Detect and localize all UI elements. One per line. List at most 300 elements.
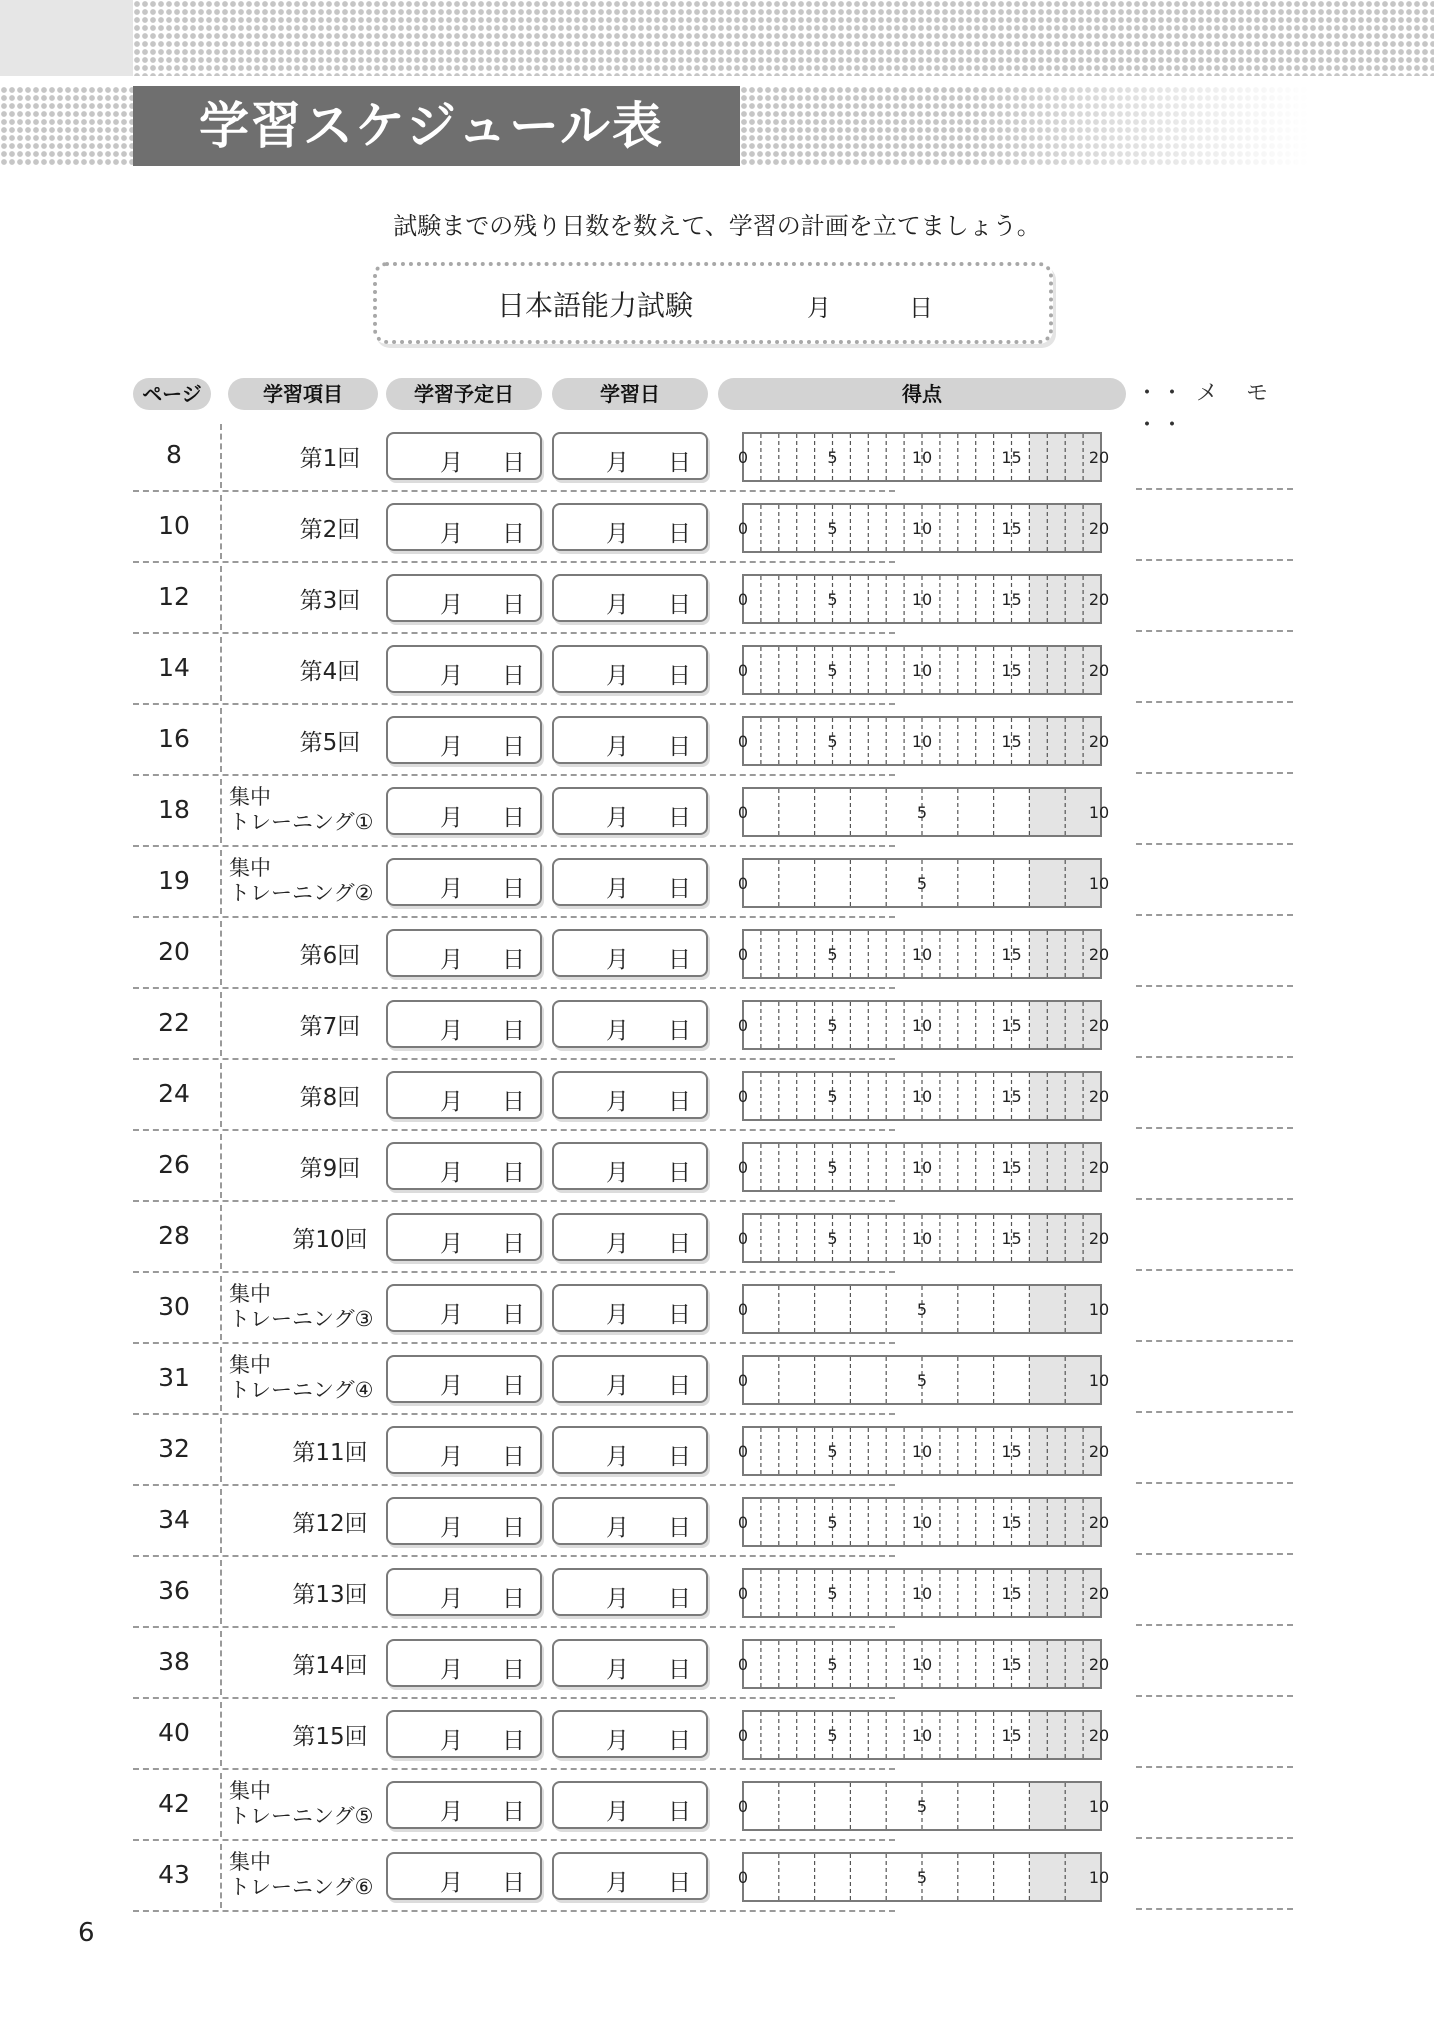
score-tick-label: 0 [737,448,749,467]
column-divider [220,1205,222,1269]
score-scale[interactable] [733,645,1111,695]
memo-line[interactable] [1136,559,1293,561]
score-tick-label: 0 [737,1513,749,1532]
month-label: 月 [606,1089,629,1115]
row-study-item: 第6回 [299,943,361,969]
table-row [133,1773,1293,1844]
row-study-item: 第11回 [292,1440,368,1466]
row-study-item: 第13回 [292,1582,368,1608]
score-tick-label: 10 [1088,874,1110,893]
day-label: 日 [502,1018,525,1044]
day-label: 日 [668,1160,691,1186]
study-date-field[interactable] [552,1852,708,1900]
day-label: 日 [668,1089,691,1115]
row-page-number: 30 [158,1292,190,1321]
month-label: 月 [440,1728,463,1754]
score-tick-label: 0 [737,945,749,964]
header-score: 得点 [718,378,1126,410]
day-label: 日 [668,1586,691,1612]
row-divider [133,987,895,989]
score-tick-label: 20 [1088,1016,1110,1035]
score-tick-label: 10 [911,1016,933,1035]
score-tick-label: 5 [916,874,928,893]
memo-line[interactable] [1136,488,1293,490]
day-label: 日 [668,947,691,973]
month-label: 月 [606,521,629,547]
month-label: 月 [606,1231,629,1257]
table-row [133,1276,1293,1347]
score-tick-label: 5 [916,1371,928,1390]
day-label: 日 [668,805,691,831]
row-study-item: 第7回 [299,1014,361,1040]
column-divider [220,424,222,488]
study-date-field[interactable] [552,1639,708,1687]
score-tick-label: 5 [916,1797,928,1816]
score-tick-label: 5 [916,1300,928,1319]
row-study-item-line1: 集中 [229,1850,271,1874]
planned-date-field[interactable] [386,1213,542,1261]
score-tick-label: 0 [737,1087,749,1106]
score-tick-label: 10 [1088,1868,1110,1887]
table-row [133,495,1293,566]
row-divider [133,703,895,705]
study-date-field[interactable] [552,645,708,693]
row-study-item: 第1回 [299,446,361,472]
memo-line[interactable] [1136,1198,1293,1200]
study-date-field[interactable] [552,929,708,977]
score-scale[interactable] [733,1568,1111,1618]
score-tick-label: 5 [827,1655,838,1674]
score-scale[interactable] [733,503,1111,553]
planned-date-field[interactable] [386,1142,542,1190]
month-label: 月 [440,947,463,973]
score-tick-label: 10 [1088,1300,1110,1319]
column-divider [220,1773,222,1837]
day-label: 日 [502,1444,525,1470]
column-divider [220,1631,222,1695]
day-label: 日 [502,947,525,973]
table-row [133,1702,1293,1773]
score-tick-label: 5 [827,1442,838,1461]
score-tick-label: 0 [737,803,749,822]
score-scale[interactable] [733,1284,1111,1334]
column-divider [220,1489,222,1553]
table-row [133,1063,1293,1134]
study-date-field[interactable] [552,1568,708,1616]
score-tick-label: 5 [827,590,838,609]
month-label: 月 [440,1018,463,1044]
score-tick-label: 15 [1001,1158,1022,1177]
day-label: 日 [502,521,525,547]
row-study-item: 第14回 [292,1653,368,1679]
score-tick-label: 20 [1088,661,1110,680]
row-page-number: 19 [158,866,190,895]
row-page-number: 36 [158,1576,190,1605]
score-tick-label: 15 [1001,732,1022,751]
column-divider [220,637,222,701]
column-divider [220,992,222,1056]
memo-line[interactable] [1136,701,1293,703]
memo-line[interactable] [1136,1340,1293,1342]
score-tick-label: 10 [911,1229,933,1248]
column-divider [220,921,222,985]
memo-line[interactable] [1136,1127,1293,1129]
score-tick-label: 15 [1001,1584,1022,1603]
row-page-number: 32 [158,1434,190,1463]
planned-date-field[interactable] [386,1355,542,1403]
month-label: 月 [440,1160,463,1186]
month-label: 月 [440,1515,463,1541]
day-label: 日 [668,876,691,902]
planned-date-field[interactable] [386,716,542,764]
planned-date-field[interactable] [386,787,542,835]
row-divider [133,1200,895,1202]
score-scale[interactable] [733,787,1111,837]
column-divider [220,1347,222,1411]
memo-line[interactable] [1136,914,1293,916]
month-label: 月 [606,1586,629,1612]
score-tick-label: 20 [1088,590,1110,609]
memo-line[interactable] [1136,843,1293,845]
row-divider [133,1129,895,1131]
score-tick-label: 5 [827,1513,838,1532]
header-study-date: 学習日 [552,378,708,410]
score-scale[interactable] [733,432,1111,482]
study-date-field[interactable] [552,1213,708,1261]
table-row [133,921,1293,992]
row-page-number: 10 [158,511,190,540]
day-label: 日 [668,1444,691,1470]
score-tick-label: 10 [911,1584,933,1603]
score-tick-label: 15 [1001,590,1022,609]
row-page-number: 34 [158,1505,190,1534]
score-tick-label: 0 [737,1584,749,1603]
score-tick-label: 5 [827,1016,838,1035]
column-divider [220,1134,222,1198]
memo-line[interactable] [1136,1482,1293,1484]
score-tick-label: 10 [911,1726,933,1745]
month-label: 月 [606,1728,629,1754]
study-date-field[interactable] [552,503,708,551]
memo-line[interactable] [1136,1624,1293,1626]
planned-date-field[interactable] [386,858,542,906]
memo-line[interactable] [1136,1269,1293,1271]
month-label: 月 [606,1515,629,1541]
table-row [133,1631,1293,1702]
planned-date-field[interactable] [386,1000,542,1048]
row-divider [133,1697,895,1699]
score-tick-label: 0 [737,1726,749,1745]
month-label: 月 [440,805,463,831]
row-divider [133,1768,895,1770]
study-date-field[interactable] [552,1000,708,1048]
month-label: 月 [440,1302,463,1328]
score-scale[interactable] [733,1426,1111,1476]
study-date-field[interactable] [552,1426,708,1474]
score-scale[interactable] [733,1639,1111,1689]
study-date-field[interactable] [552,1781,708,1829]
score-tick-label: 0 [737,1229,749,1248]
column-divider [220,495,222,559]
day-label: 日 [668,521,691,547]
memo-line[interactable] [1136,630,1293,632]
planned-date-field[interactable] [386,1781,542,1829]
score-tick-label: 20 [1088,1158,1110,1177]
page-number: 6 [78,1918,95,1948]
score-tick-label: 10 [911,661,933,680]
memo-line[interactable] [1136,985,1293,987]
day-label: 日 [502,450,525,476]
study-date-field[interactable] [552,1355,708,1403]
row-study-item-line1: 集中 [229,785,271,809]
column-divider [220,1418,222,1482]
score-tick-label: 15 [1001,1655,1022,1674]
month-label: 月 [606,1160,629,1186]
row-page-number: 14 [158,653,190,682]
month-label: 月 [440,1089,463,1115]
month-label: 月 [606,1373,629,1399]
row-page-number: 12 [158,582,190,611]
score-tick-label: 10 [911,519,933,538]
day-label: 日 [668,1728,691,1754]
day-label: 日 [502,592,525,618]
score-scale[interactable] [733,929,1111,979]
planned-date-field[interactable] [386,1568,542,1616]
month-label: 月 [606,1018,629,1044]
planned-date-field[interactable] [386,1497,542,1545]
planned-date-field[interactable] [386,1284,542,1332]
score-scale[interactable] [733,1071,1111,1121]
score-scale[interactable] [733,1781,1111,1831]
table-row [133,708,1293,779]
score-tick-label: 20 [1088,1584,1110,1603]
score-tick-label: 0 [737,1442,749,1461]
study-date-field[interactable] [552,787,708,835]
table-row [133,1489,1293,1560]
day-label: 日 [502,805,525,831]
header-dot-pattern-right [740,86,1310,166]
score-tick-label: 10 [911,945,933,964]
score-tick-label: 10 [911,1655,933,1674]
month-label: 月 [440,1870,463,1896]
row-divider [133,1626,895,1628]
planned-date-field[interactable] [386,503,542,551]
row-divider [133,774,895,776]
month-label: 月 [606,450,629,476]
month-label: 月 [606,805,629,831]
header-corner [0,0,133,76]
score-scale[interactable] [733,716,1111,766]
score-scale[interactable] [733,1710,1111,1760]
table-row [133,850,1293,921]
day-label: 日 [668,450,691,476]
header-page: ページ [133,378,211,410]
score-tick-label: 0 [737,732,749,751]
planned-date-field[interactable] [386,432,542,480]
day-label: 日 [668,1870,691,1896]
study-date-field[interactable] [552,1142,708,1190]
row-page-number: 31 [158,1363,190,1392]
column-divider [220,1844,222,1908]
score-scale[interactable] [733,1000,1111,1050]
memo-line[interactable] [1136,1553,1293,1555]
score-scale[interactable] [733,1355,1111,1405]
memo-line[interactable] [1136,1766,1293,1768]
score-tick-label: 0 [737,1016,749,1035]
column-divider [220,1560,222,1624]
planned-date-field[interactable] [386,1426,542,1474]
day-label: 日 [668,592,691,618]
study-date-field[interactable] [552,574,708,622]
score-tick-label: 5 [916,803,928,822]
month-label: 月 [606,1870,629,1896]
memo-line[interactable] [1136,772,1293,774]
row-page-number: 28 [158,1221,190,1250]
day-label: 日 [502,1870,525,1896]
score-tick-label: 20 [1088,1726,1110,1745]
score-tick-label: 15 [1001,1442,1022,1461]
month-label: 月 [606,1657,629,1683]
row-divider [133,561,895,563]
memo-line[interactable] [1136,1695,1293,1697]
memo-line[interactable] [1136,1837,1293,1839]
row-divider [133,632,895,634]
table-row [133,1844,1293,1915]
study-date-field[interactable] [552,1284,708,1332]
row-page-number: 40 [158,1718,190,1747]
header-dot-pattern-left [0,86,133,166]
score-scale[interactable] [733,1497,1111,1547]
score-tick-label: 0 [737,590,749,609]
column-divider [220,566,222,630]
score-tick-label: 0 [737,1371,749,1390]
score-tick-label: 10 [911,1158,933,1177]
month-label: 月 [606,592,629,618]
page-title: 学習スケジュール表 [133,86,740,166]
score-tick-label: 20 [1088,945,1110,964]
score-tick-label: 5 [827,945,838,964]
score-scale[interactable] [733,1852,1111,1902]
score-tick-label: 5 [827,1726,838,1745]
table-row [133,566,1293,637]
score-tick-label: 10 [1088,1797,1110,1816]
score-tick-label: 10 [1088,803,1110,822]
day-label: 日 [668,1231,691,1257]
study-date-field[interactable] [552,432,708,480]
exam-date-box [373,262,1053,344]
header-memo: ・・ メ モ ・・ [1136,381,1271,438]
score-scale[interactable] [733,858,1111,908]
row-divider [133,845,895,847]
score-tick-label: 15 [1001,1016,1022,1035]
table-row [133,1347,1293,1418]
day-label: 日 [502,1728,525,1754]
row-page-number: 24 [158,1079,190,1108]
planned-date-field[interactable] [386,1710,542,1758]
score-tick-label: 15 [1001,1726,1022,1745]
score-tick-label: 0 [737,874,749,893]
study-date-field[interactable] [552,1071,708,1119]
instruction-text: 試験までの残り日数を数えて、学習の計画を立てましょう。 [393,212,1041,240]
row-study-item-line1: 集中 [229,856,271,880]
row-page-number: 43 [158,1860,190,1889]
table-row [133,1134,1293,1205]
memo-line[interactable] [1136,1411,1293,1413]
study-date-field[interactable] [552,716,708,764]
row-page-number: 8 [166,440,182,469]
header-dot-pattern [133,0,1434,76]
score-tick-label: 20 [1088,1513,1110,1532]
score-tick-label: 15 [1001,448,1022,467]
planned-date-field[interactable] [386,1071,542,1119]
day-label: 日 [502,876,525,902]
planned-date-field[interactable] [386,1852,542,1900]
row-study-item-line1: 集中 [229,1779,271,1803]
row-study-item-line2: トレーニング① [229,810,374,834]
day-label: 日 [502,1160,525,1186]
score-tick-label: 15 [1001,519,1022,538]
score-scale[interactable] [733,1213,1111,1263]
planned-date-field[interactable] [386,645,542,693]
score-scale[interactable] [733,574,1111,624]
score-tick-label: 0 [737,1655,749,1674]
row-study-item: 第8回 [299,1085,361,1111]
column-divider [220,1702,222,1766]
day-label: 日 [502,1373,525,1399]
planned-date-field[interactable] [386,574,542,622]
month-label: 月 [440,1231,463,1257]
memo-line[interactable] [1136,1908,1293,1910]
column-divider [220,1276,222,1340]
table-row [133,779,1293,850]
table-row [133,1560,1293,1631]
row-page-number: 38 [158,1647,190,1676]
row-page-number: 26 [158,1150,190,1179]
row-divider [133,1839,895,1841]
table-row [133,1418,1293,1489]
planned-date-field[interactable] [386,1639,542,1687]
score-tick-label: 5 [827,1087,838,1106]
row-page-number: 16 [158,724,190,753]
table-row [133,1205,1293,1276]
score-tick-label: 20 [1088,732,1110,751]
day-label: 日 [502,1089,525,1115]
row-divider [133,1271,895,1273]
memo-line[interactable] [1136,1056,1293,1058]
month-label: 月 [440,876,463,902]
score-tick-label: 20 [1088,1442,1110,1461]
score-tick-label: 20 [1088,1229,1110,1248]
study-date-field[interactable] [552,1497,708,1545]
planned-date-field[interactable] [386,929,542,977]
month-label: 月 [606,1302,629,1328]
study-date-field[interactable] [552,858,708,906]
score-tick-label: 5 [827,448,838,467]
row-divider [133,1342,895,1344]
month-label: 月 [440,450,463,476]
day-label: 日 [668,1799,691,1825]
month-label: 月 [606,1444,629,1470]
study-date-field[interactable] [552,1710,708,1758]
table-row [133,424,1293,495]
score-scale[interactable] [733,1142,1111,1192]
row-study-item: 第10回 [292,1227,368,1253]
row-study-item-line2: トレーニング② [229,881,374,905]
month-label: 月 [440,1444,463,1470]
month-label: 月 [440,1657,463,1683]
score-tick-label: 5 [827,1158,838,1177]
row-study-item: 第12回 [292,1511,368,1537]
